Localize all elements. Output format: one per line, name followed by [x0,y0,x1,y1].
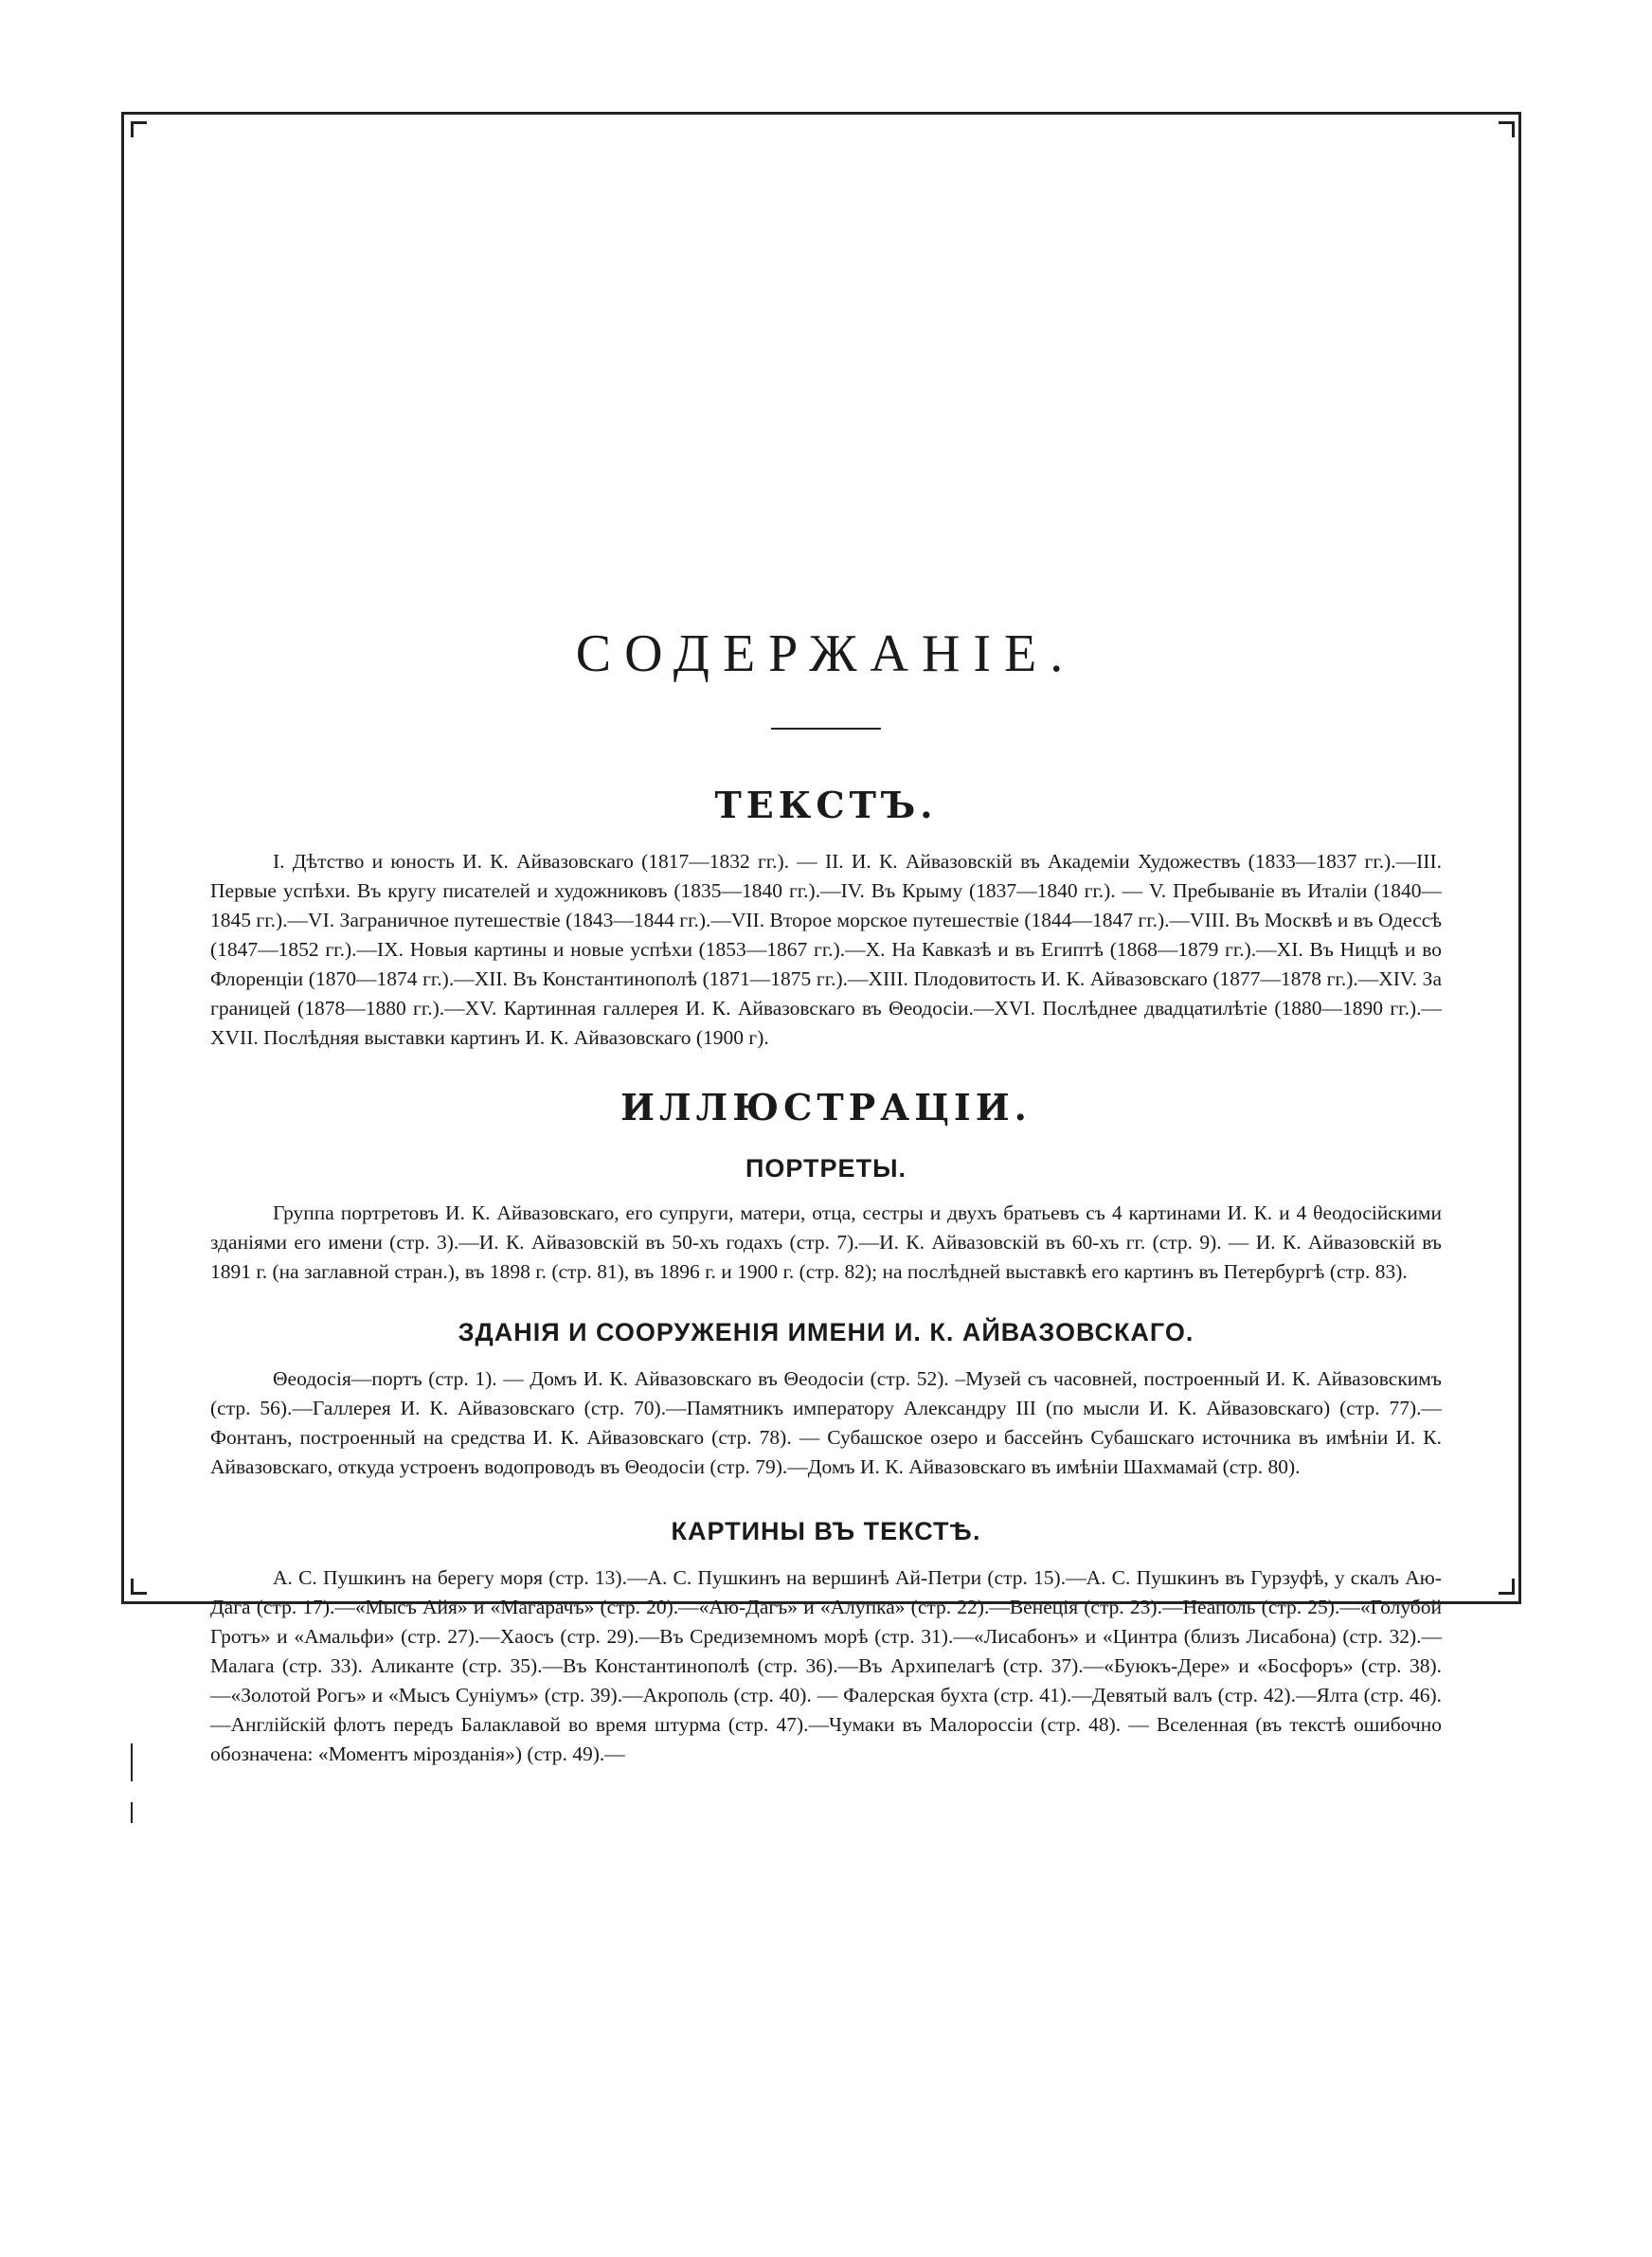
buildings-heading: ЗДАНІЯ И СООРУЖЕНІЯ ИМЕНИ И. К. АЙВАЗОВСКАГО. [458,1318,1194,1346]
corner-mark-top-right [1499,121,1515,137]
corner-mark-bottom-left [131,1579,147,1595]
contents-page [210,616,1442,1769]
frame-top-rule [121,112,1521,115]
margin-mark [131,1802,133,1823]
buildings-list: Θеодосія—портъ (стр. 1). — Домъ И. К. Айвазовскаго въ Θеодосіи (стр. 52). –Музей съ часовней, построенный И. К. Айвазовскимъ (стр. 56).—Галлерея И. К. Айвазовскаго (стр. 70).—Памятникъ императору Александру III (по мысли И. К. Айвазовскаго) (стр. 77).—Фонтанъ, построенный на средства И. К. Айвазовскаго (стр. 78). — Субашское озеро и бассейнъ Субашскаго источника въ имѣніи И. К. Айвазовскаго, откуда устроенъ водопроводъ въ Θеодосіи (стр. 79).—Домъ И. К. Айвазовскаго въ имѣніи Шахмамай (стр. 80). [210,1367,1442,1478]
margin-mark [131,1743,133,1781]
text-section-heading: ТЕКСТЪ. [714,784,938,826]
corner-mark-bottom-right [1499,1579,1515,1595]
portraits-list: Группа портретовъ И. К. Айвазовскаго, его супруги, матери, отца, сестры и двухъ братьевъ съ 4 картинами И. К. и 4 θеодосійскими зданіями его имени (стр. 3).—И. К. Айвазовскій въ 50-хъ годахъ (стр. 7).—И. К. Айвазовскій въ 60-хъ гг. (стр. 9). — И. К. Айвазовскій въ 1891 г. (на заглавной стран.), въ 1898 г. (стр. 81), въ 1896 г. и 1900 г. (стр. 82); на послѣдней выставкѣ его картинъ въ Петербургѣ (стр. 83). [210,1201,1442,1283]
illustrations-heading: ИЛЛЮСТРАЦІИ. [620,1086,1032,1128]
title-divider [771,728,881,730]
frame-left-rule [121,112,124,1601]
paintings-list: А. С. Пушкинъ на берегу моря (стр. 13).—А. С. Пушкинъ на вершинѣ Ай-Петри (стр. 15).—А. С. Пушкинъ въ Гурзуфѣ, у скалъ Аю-Дага (стр. 17).—«Мысъ Айя» и «Магарачъ» (стр. 20).—«Аю-Дагъ» и «Алупка» (стр. 22).—Венеція (стр. 23).—Неаполь (стр. 25).—«Голубой Гротъ» и «Амальфи» (стр. 27).—Хаосъ (стр. 29).—Въ Средиземномъ морѣ (стр. 31).—«Лисабонъ» и «Цинтра (близъ Лисабона) (стр. 32).—Малага (стр. 33). Аликанте (стр. 35).—Въ Константинополѣ (стр. 36).—Въ Архипелагѣ (стр. 37).—«Буюкъ-Дере» и «Босфоръ» (стр. 38).—«Золотой Рогъ» и «Мысъ Суніумъ» (стр. 39).—Акрополь (стр. 40). — Фалерская бухта (стр. 41).—Девятый валъ (стр. 42).—Ялта (стр. 46).—Англійскій флотъ передъ Балаклавой во время штурма (стр. 47).—Чумаки въ Малороссіи (стр. 48). — Вселенная (въ текстѣ ошибочно обозначена: «Моментъ мірозданія») (стр. 49).— [210,1566,1442,1765]
frame-right-rule [1518,112,1521,1601]
corner-mark-top-left [131,121,147,137]
portraits-heading: ПОРТРЕТЫ. [745,1154,907,1183]
text-section-chapters: I. Дѣтство и юность И. К. Айвазовскаго (1817—1832 гг.). — II. И. К. Айвазовскій въ Академіи Художествъ (1833—1837 гг.).—III. Первые успѣхи. Въ кругу писателей и художниковъ (1835—1840 гг.).—IV. Въ Крыму (1837—1840 гг.). — V. Пребываніе въ Италіи (1840—1845 гг.).—VI. Заграничное путешествіе (1843—1844 гг.).—VII. Второе морское путешествіе (1844—1847 гг.).—VIII. Въ Москвѣ и въ Одессѣ (1847—1852 гг.).—IX. Новыя картины и новые успѣхи (1853—1867 гг.).—X. На Кавказѣ и въ Египтѣ (1868—1879 гг.).—XI. Въ Ниццѣ и во Флоренціи (1870—1874 гг.).—XII. Въ Константинополѣ (1871—1875 гг.).—XIII. Плодовитость И. К. Айвазовскаго (1877—1878 гг.).—XIV. За границей (1878—1880 гг.).—XV. Картинная галлерея И. К. Айвазовскаго въ Θеодосіи.—XVI. Послѣднее двадцатилѣтіе (1880—1890 гг.).—XVII. Послѣдняя выставки картинъ И. К. Айвазовскаго (1900 г). [210,850,1442,1049]
paintings-heading: КАРТИНЫ ВЪ ТЕКСТѢ. [671,1517,981,1545]
page-title: СОДЕРЖАНІЕ. [575,624,1077,683]
